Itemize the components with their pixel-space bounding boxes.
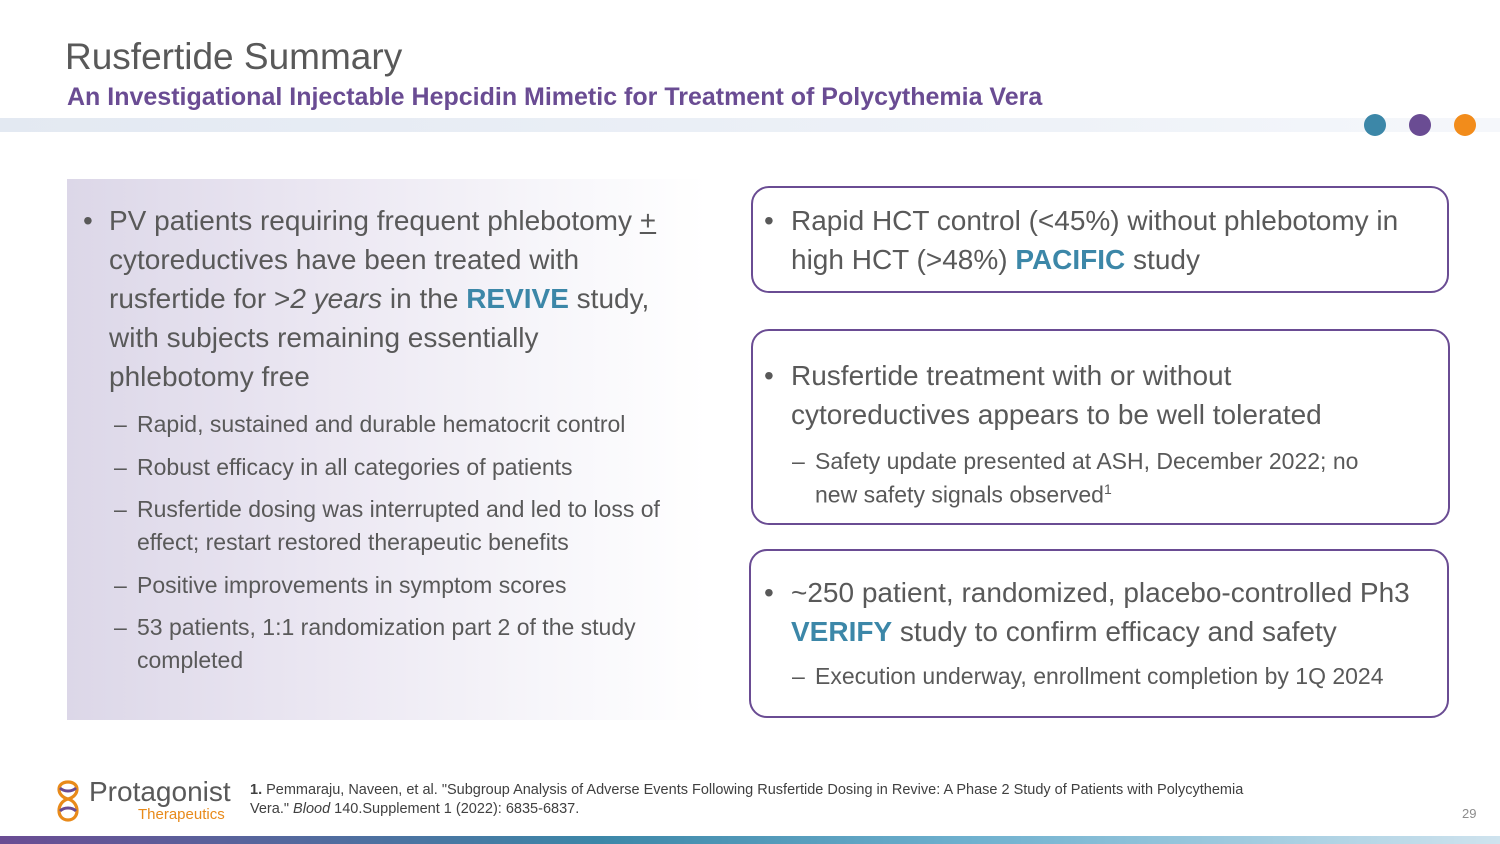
verify-study-name: VERIFY	[791, 616, 893, 647]
pacific-line-1: Rapid HCT control (<45%) without phlebotomy in	[791, 205, 1399, 236]
logo-subtitle: Therapeutics	[138, 806, 225, 823]
safety-sub-2: new safety signals observed$^1$	[815, 481, 1112, 508]
page-title: Rusfertide Summary	[65, 36, 403, 77]
footnote-ref: 1	[1103, 481, 1112, 497]
page-subtitle: An Investigational Injectable Hepcidin Mimetic for Treatment of Polycythemia Vera	[67, 83, 1043, 111]
orange-dot-icon	[1454, 114, 1476, 136]
dash-marker: –	[114, 411, 127, 437]
purple-dot-icon	[1409, 114, 1431, 136]
revive-line-3: rusfertide for >2 years in the REVIVE study,	[109, 283, 650, 314]
safety-card	[751, 329, 1450, 525]
pacific-line-2: high HCT (>48%) PACIFIC study	[791, 244, 1200, 275]
header-divider	[0, 118, 1500, 132]
dash-marker: –	[114, 614, 127, 640]
dash-marker: –	[792, 448, 805, 474]
revive-line-2: cytoreductives have been treated with	[109, 244, 580, 275]
page-number: 29	[1462, 806, 1477, 821]
revive-study-name: REVIVE	[466, 283, 569, 314]
verify-card	[749, 549, 1449, 718]
sub-bullet-efficacy: Robust efficacy in all categories of patients	[137, 454, 573, 480]
revive-line-5: phlebotomy free	[109, 361, 310, 392]
safety-sub-1: Safety update presented at ASH, December 2022; no	[815, 448, 1359, 474]
footnote: 1. Pemmaraju, Naveen, et al. "Subgroup Analysis of Adverse Events Following Rusfertide Dosing in Revive: A Phase 2 Study of Patients with Polycythemia Vera." Blood 140.Supplement 1 (2022): 6835-6837.	[250, 782, 1244, 817]
verify-line-2: VERIFY study to confirm efficacy and safety	[791, 616, 1337, 647]
bullet-marker: •	[764, 577, 774, 608]
sub-bullet-symptoms: Positive improvements in symptom scores	[137, 572, 567, 598]
revive-summary-panel	[67, 179, 707, 720]
journal-name: Blood	[293, 801, 331, 817]
sub-bullet-interruption-2: effect; restart restored therapeutic benefits	[137, 529, 569, 555]
teal-dot-icon	[1364, 114, 1386, 136]
safety-line-2: cytoreductives appears to be well tolerated	[791, 399, 1322, 430]
revive-line-4: with subjects remaining essentially	[109, 322, 539, 353]
bullet-marker: •	[764, 205, 774, 236]
dash-marker: –	[114, 496, 127, 522]
dash-marker: –	[114, 454, 127, 480]
protagonist-logo-icon	[50, 778, 86, 824]
footnote-number: 1.	[250, 782, 263, 798]
plus-minus-symbol: +	[639, 205, 657, 236]
dash-marker: –	[792, 663, 805, 689]
sub-bullet-hematocrit: Rapid, sustained and durable hematocrit control	[137, 411, 626, 437]
footer-bar	[0, 836, 1500, 844]
pacific-card	[751, 186, 1449, 293]
logo-name: Protagonist	[89, 776, 231, 807]
verify-sub-1: Execution underway, enrollment completion by 1Q 2024	[815, 663, 1384, 689]
dash-marker: –	[114, 572, 127, 598]
bullet-marker: •	[83, 205, 93, 236]
sub-bullet-randomization-2: completed	[137, 647, 244, 673]
verify-line-1: ~250 patient, randomized, placebo-controlled Ph3	[791, 577, 1410, 608]
pacific-study-name: PACIFIC	[1015, 244, 1126, 275]
safety-line-1: Rusfertide treatment with or without	[791, 360, 1232, 391]
sub-bullet-randomization-1: 53 patients, 1:1 randomization part 2 of the study	[137, 614, 636, 640]
bullet-marker: •	[764, 360, 774, 391]
revive-line-1: PV patients requiring frequent phlebotomy +	[109, 205, 657, 236]
sub-bullet-interruption-1: Rusfertide dosing was interrupted and led to loss of	[137, 496, 660, 522]
